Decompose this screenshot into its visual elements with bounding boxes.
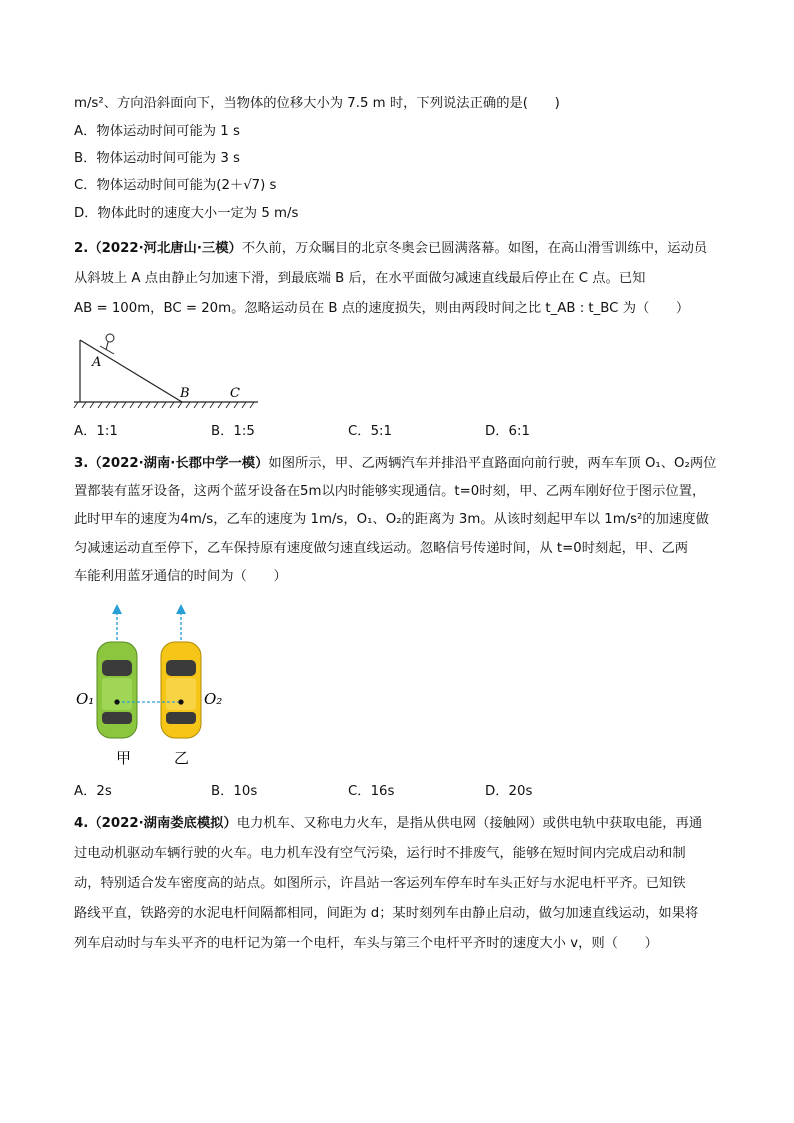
point-o2 [178, 699, 183, 704]
car-jia-icon [97, 642, 137, 738]
q3-options [74, 780, 724, 799]
label-b: B [180, 386, 190, 401]
q4-line4: 路线平直，铁路旁的水泥电杆间隔都相同，间距为 d；某时刻列车由静止启动，做匀加速直线运动，如果将 [74, 906, 699, 921]
q3-cars-figure [70, 600, 250, 775]
q2-number: 2. [74, 241, 89, 256]
q2-options [74, 420, 724, 439]
q2-text1: 不久前，万众瞩目的北京冬奥会已圆满落幕。如图，在高山滑雪训练中，运动员 [241, 241, 708, 256]
arrow-up-icon [176, 604, 186, 640]
q1-option-d: D．物体此时的速度大小一定为 5 m/s [74, 206, 299, 221]
q3-number: 3. [74, 456, 89, 471]
label-o2: O₂ [204, 690, 223, 708]
q2-line1 [74, 240, 707, 258]
q2-option-a: A．1:1 [74, 424, 118, 439]
q1-stem-end: m/s²、方向沿斜面向下，当物体的位移大小为 7.5 m 时，下列说法正确的是( ) [74, 96, 560, 111]
q3-line4: 匀减速运动直至停下，乙车保持原有速度做匀速直线运动。忽略信号传递时间，从 t=0时刻起，甲、乙两 [74, 541, 689, 556]
q3-line2: 置都装有蓝牙设备，这两个蓝牙设备在5m以内时能够实现通信。t=0时刻，甲、乙两车刚好位于图示位置， [74, 484, 706, 499]
q4-source: （2022·湖南娄底模拟） [88, 816, 237, 831]
q3-text1: 如图所示，甲、乙两辆汽车并排沿平直路面向前行驶，两车车顶 O₁、O₂两位 [268, 456, 717, 471]
label-o1: O₁ [76, 690, 95, 708]
q2-option-c: C．5:1 [348, 424, 392, 439]
q2-line3: AB = 100m，BC = 20m。忽略运动员在 B 点的速度损失，则由两段时间之比 t_AB : t_BC 为（ ） [74, 301, 690, 316]
label-a: A [92, 355, 102, 370]
q2-slope-figure [70, 328, 265, 410]
q2-line2: 从斜坡上 A 点由静止匀加速下滑，到最底端 B 后，在水平面做匀减速直线最后停止在 C 点。已知 [74, 271, 646, 286]
q4-line5: 列车启动时与车头平齐的电杆记为第一个电杆，车头与第三个电杆平齐时的速度大小 v，则（ ） [74, 936, 658, 951]
q2-source: （2022·河北唐山·三模） [88, 241, 242, 256]
q3-line1 [74, 455, 716, 473]
q4-line2: 过电动机驱动车辆行驶的火车。电力机车没有空气污染，运行时不排废气，能够在短时间内完成启动和制 [74, 846, 686, 861]
q3-option-b: B．10s [211, 784, 258, 799]
q4-line3: 动，特别适合发车密度高的站点。如图所示，许昌站一客运列车停车时车头正好与水泥电杆平齐。已知铁 [74, 876, 686, 891]
q3-line5: 车能利用蓝牙通信的时间为（ ） [74, 569, 287, 584]
car-yi-icon [161, 642, 201, 738]
skier-icon [100, 334, 114, 354]
ground-hatch [74, 402, 254, 408]
q3-option-c: C．16s [348, 784, 395, 799]
label-yi: 乙 [174, 749, 190, 767]
q2-option-b: B．1:5 [211, 424, 255, 439]
q1-option-c: C．物体运动时间可能为(2＋√7) s [74, 178, 277, 193]
q3-line3: 此时甲车的速度为4m/s，乙车的速度为 1m/s，O₁、O₂的距离为 3m。从该时刻起甲车以 1m/s²的加速度做 [74, 512, 709, 527]
label-c: C [230, 386, 240, 401]
arrow-up-icon [112, 604, 122, 640]
q3-option-a: A．2s [74, 784, 112, 799]
q3-option-d: D．20s [485, 784, 533, 799]
label-jia: 甲 [116, 749, 132, 767]
q2-option-d: D．6:1 [485, 424, 530, 439]
slope-triangle [80, 340, 182, 402]
q4-number: 4. [74, 816, 89, 831]
q4-text1: 电力机车、又称电力火车，是指从供电网（接触网）或供电轨中获取电能，再通 [236, 816, 703, 831]
q1-option-a: A．物体运动时间可能为 1 s [74, 124, 240, 139]
q3-source: （2022·湖南·长郡中学一模） [88, 456, 269, 471]
point-o1 [114, 699, 119, 704]
q4-line1 [74, 815, 702, 833]
q1-option-b: B．物体运动时间可能为 3 s [74, 151, 240, 166]
